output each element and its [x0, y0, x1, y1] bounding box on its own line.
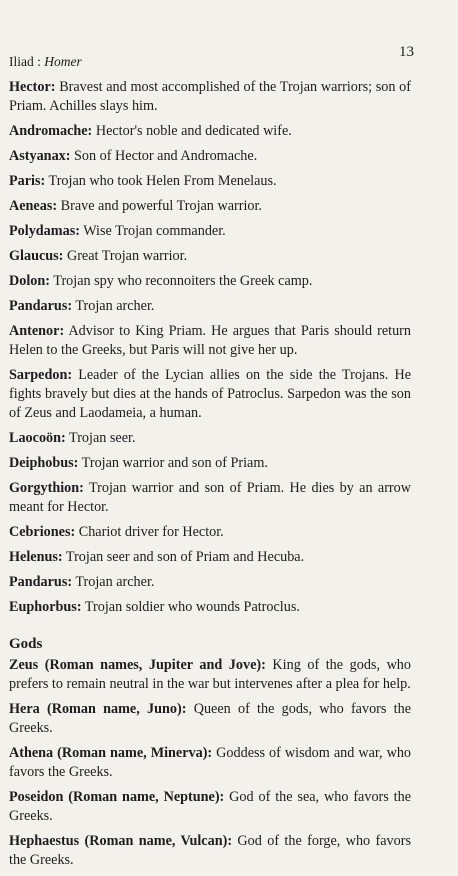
character-entry — [9, 297, 411, 316]
character-entry — [9, 656, 411, 694]
character-name: Laocoön: — [9, 430, 66, 446]
character-name: Antenor: — [9, 323, 65, 339]
character-name: Euphorbus: — [9, 599, 82, 615]
character-description: Queen of the gods, who favors the Greeks. — [9, 701, 412, 736]
character-entry — [9, 832, 411, 870]
character-entry — [9, 429, 411, 448]
character-description: Trojan archer. — [72, 298, 155, 314]
character-name: Cebriones: — [9, 524, 76, 540]
running-title — [9, 54, 82, 70]
character-entry — [9, 366, 411, 423]
character-entry — [9, 548, 411, 567]
character-description: Leader of the Lycian allies on the side the Trojans. He fights bravely but dies at the hands of Patroclus. Sarpedon was the son of Zeus and Laodameia, a human. — [9, 367, 411, 421]
character-name: Zeus (Roman names, Jupiter and Jove): — [9, 657, 266, 673]
character-name: Astyanax: — [9, 148, 71, 164]
character-entry — [9, 479, 411, 517]
character-entry — [9, 454, 411, 473]
character-entry — [9, 222, 411, 241]
character-entry — [9, 744, 411, 782]
character-name: Hephaestus (Roman name, Vulcan): — [9, 833, 233, 849]
section-title-gods: Gods — [9, 636, 43, 652]
character-description: Hector's noble and dedicated wife. — [92, 123, 292, 139]
gods-character-list — [9, 656, 411, 870]
character-name: Pandarus: — [9, 298, 73, 314]
character-entry — [9, 147, 411, 166]
character-entry — [9, 523, 411, 542]
character-description: Son of Hector and Andromache. — [70, 148, 258, 164]
character-description: Trojan who took Helen From Menelaus. — [45, 173, 277, 189]
author-name: Homer — [44, 54, 82, 69]
character-name: Athena (Roman name, Minerva): — [9, 745, 213, 761]
character-entry — [9, 197, 411, 216]
character-name: Gorgythion: — [9, 480, 84, 496]
character-description: Trojan warrior and son of Priam. — [78, 455, 268, 471]
trojan-character-list — [9, 78, 411, 617]
character-entry — [9, 322, 411, 360]
character-entry — [9, 122, 411, 141]
character-description: Goddess of wisdom and war, who favors the Greeks. — [9, 745, 412, 780]
character-description: Bravest and most accomplished of the Trojan warriors; son of Priam. Achilles slays him. — [9, 79, 411, 114]
character-description: Trojan archer. — [72, 574, 155, 590]
character-description: Brave and powerful Trojan warrior. — [57, 198, 262, 214]
page-number: 13 — [399, 44, 414, 60]
character-name: Andromache: — [9, 123, 93, 139]
character-description: God of the sea, who favors the Greeks. — [9, 789, 412, 824]
character-description: God of the forge, who favors the Greeks. — [9, 833, 411, 868]
character-description: Trojan warrior and son of Priam. He dies by an arrow meant for Hector. — [9, 480, 411, 515]
character-name: Glaucus: — [9, 248, 64, 264]
character-description: Chariot driver for Hector. — [75, 524, 224, 540]
character-description: Trojan soldier who wounds Patroclus. — [81, 599, 300, 615]
character-entry — [9, 247, 411, 266]
character-description: Great Trojan warrior. — [63, 248, 188, 264]
character-name: Aeneas: — [9, 198, 58, 214]
character-entry — [9, 573, 411, 592]
character-entry — [9, 172, 411, 191]
character-description: Advisor to King Priam. He argues that Paris should return Helen to the Greeks, but Paris will not give her up. — [9, 323, 411, 358]
character-description: Wise Trojan commander. — [79, 223, 226, 239]
character-description: Trojan spy who reconnoiters the Greek camp. — [50, 273, 313, 289]
character-description: King of the gods, who prefers to remain neutral in the war but intervenes after a plea for help. — [9, 657, 411, 692]
character-description: Trojan seer and son of Priam and Hecuba. — [62, 549, 305, 565]
character-name: Pandarus: — [9, 574, 73, 590]
character-entry — [9, 598, 411, 617]
page-body — [9, 78, 411, 876]
character-name: Paris: — [9, 173, 46, 189]
character-entry — [9, 700, 411, 738]
character-name: Polydamas: — [9, 223, 80, 239]
character-description: Trojan seer. — [65, 430, 136, 446]
character-entry — [9, 788, 411, 826]
running-header — [9, 44, 414, 69]
character-name: Dolon: — [9, 273, 50, 289]
character-name: Hera (Roman name, Juno): — [9, 701, 187, 717]
character-name: Hector: — [9, 79, 56, 95]
character-name: Helenus: — [9, 549, 63, 565]
character-entry — [9, 78, 411, 116]
character-name: Poseidon (Roman name, Neptune): — [9, 789, 225, 805]
character-name: Sarpedon: — [9, 367, 73, 383]
character-entry — [9, 272, 411, 291]
book-title: Iliad : — [9, 54, 45, 69]
character-name: Deiphobus: — [9, 455, 79, 471]
